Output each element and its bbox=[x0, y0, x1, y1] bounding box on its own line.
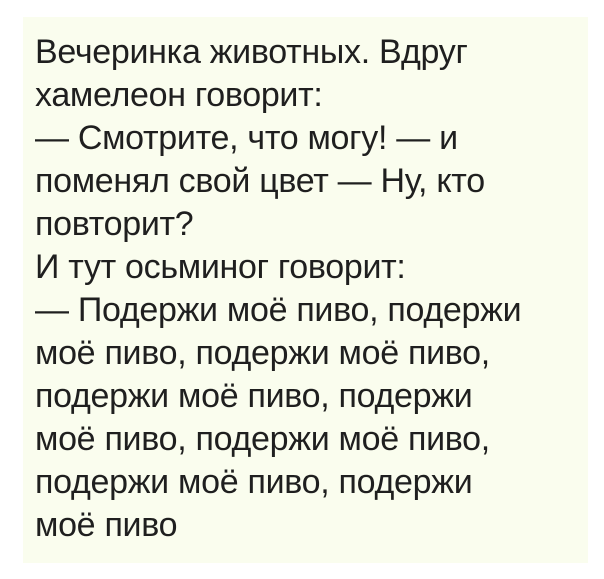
text-line: Вечеринка животных. Вдруг bbox=[35, 33, 468, 71]
text-line: моё пиво, подержи моё пиво, bbox=[35, 334, 490, 372]
text-line: подержи моё пиво, подержи bbox=[35, 377, 473, 415]
text-line: хамелеон говорит: bbox=[35, 76, 323, 114]
text-line: моё пиво, подержи моё пиво, bbox=[35, 420, 490, 458]
text-line: — Подержи моё пиво, подержи bbox=[35, 291, 522, 329]
text-line: — Смотрите, что могу! — и bbox=[35, 119, 458, 157]
text-line: поменял свой цвет — Ну, кто bbox=[35, 162, 485, 200]
text-line: И тут осьминог говорит: bbox=[35, 248, 406, 286]
text-line: повторит? bbox=[35, 205, 194, 243]
text-line: моё пиво bbox=[35, 506, 178, 544]
text-line: подержи моё пиво, подержи bbox=[35, 463, 473, 501]
meme-text-panel bbox=[23, 17, 588, 563]
